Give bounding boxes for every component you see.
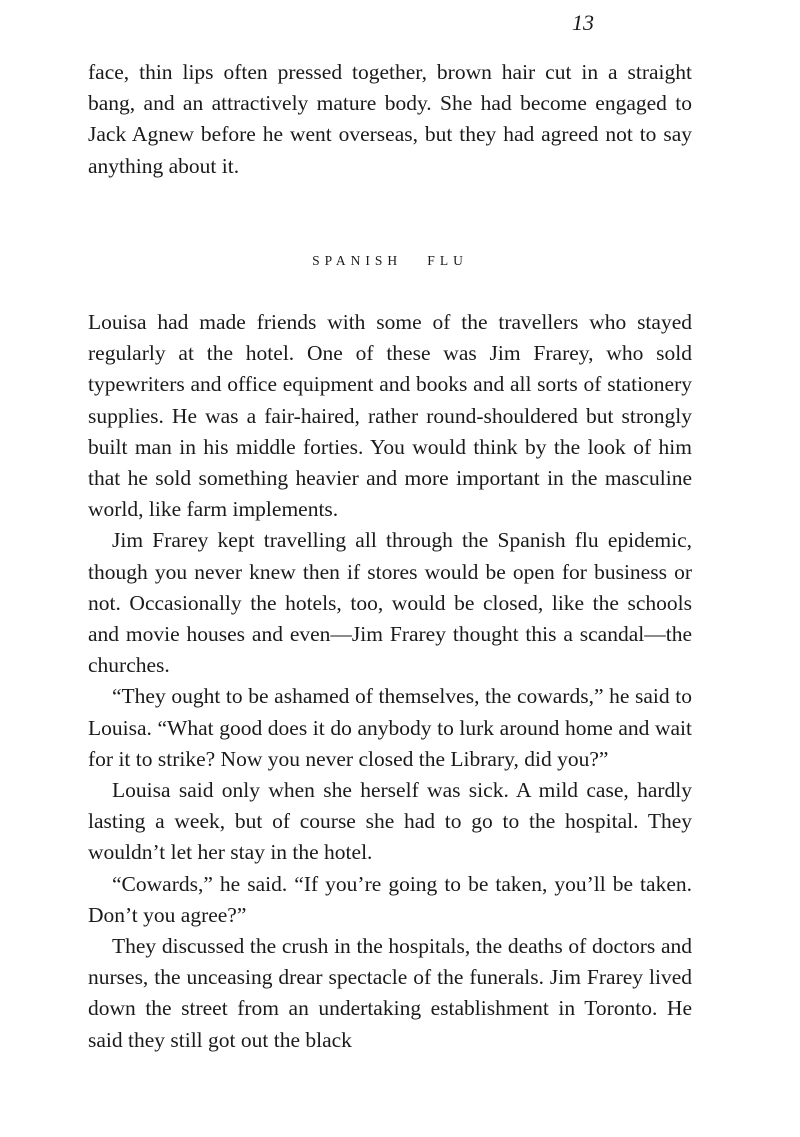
body-paragraph: Louisa said only when she herself was sick. A mild case, hardly lasting a week, but of course she had to go to the hospital. They wouldn’t let her stay in the hotel. xyxy=(88,778,692,865)
opening-paragraph: face, thin lips often pressed together, brown hair cut in a straight bang, and an attractively mature body. She had become engaged to Jack Agnew before he went overseas, but they had agreed not to say anything about it. xyxy=(88,60,692,178)
body-paragraph: “Cowards,” he said. “If you’re going to be taken, you’ll be taken. Don’t you agree?” xyxy=(88,871,692,927)
opening-text xyxy=(88,57,692,182)
body-paragraph: Louisa had made friends with some of the travellers who stayed regularly at the hotel. One of these was Jim Frarey, who sold typewriters and office equipment and books and all sorts of stationery supplies. He was a fair-haired, rather round-shouldered but strongly built man in his middle forties. You would think by the look of him that he sold something heavier and more important in the masculine world, like farm implements. xyxy=(88,310,692,522)
section-body xyxy=(88,307,692,1056)
page-number: 13 xyxy=(572,10,594,35)
body-paragraph: “They ought to be ashamed of themselves, the cowards,” he said to Louisa. “What good does it do anybody to lurk around home and wait for it to strike? Now you never closed the Library, did you?” xyxy=(88,684,692,771)
section-heading: SPANISH FLU xyxy=(312,253,468,268)
body-paragraph: Jim Frarey kept travelling all through the Spanish flu epidemic, though you never knew then if stores would be open for business or not. Occasionally the hotels, too, would be closed, like the schools and movie houses and even—Jim Frarey thought this a scandal—the churches. xyxy=(88,528,692,678)
body-paragraph: They discussed the crush in the hospitals, the deaths of doctors and nurses, the unceasing drear spectacle of the funerals. Jim Frarey lived down the street from an undertaking establishment in Toronto. He said they still got out the black xyxy=(88,934,692,1052)
